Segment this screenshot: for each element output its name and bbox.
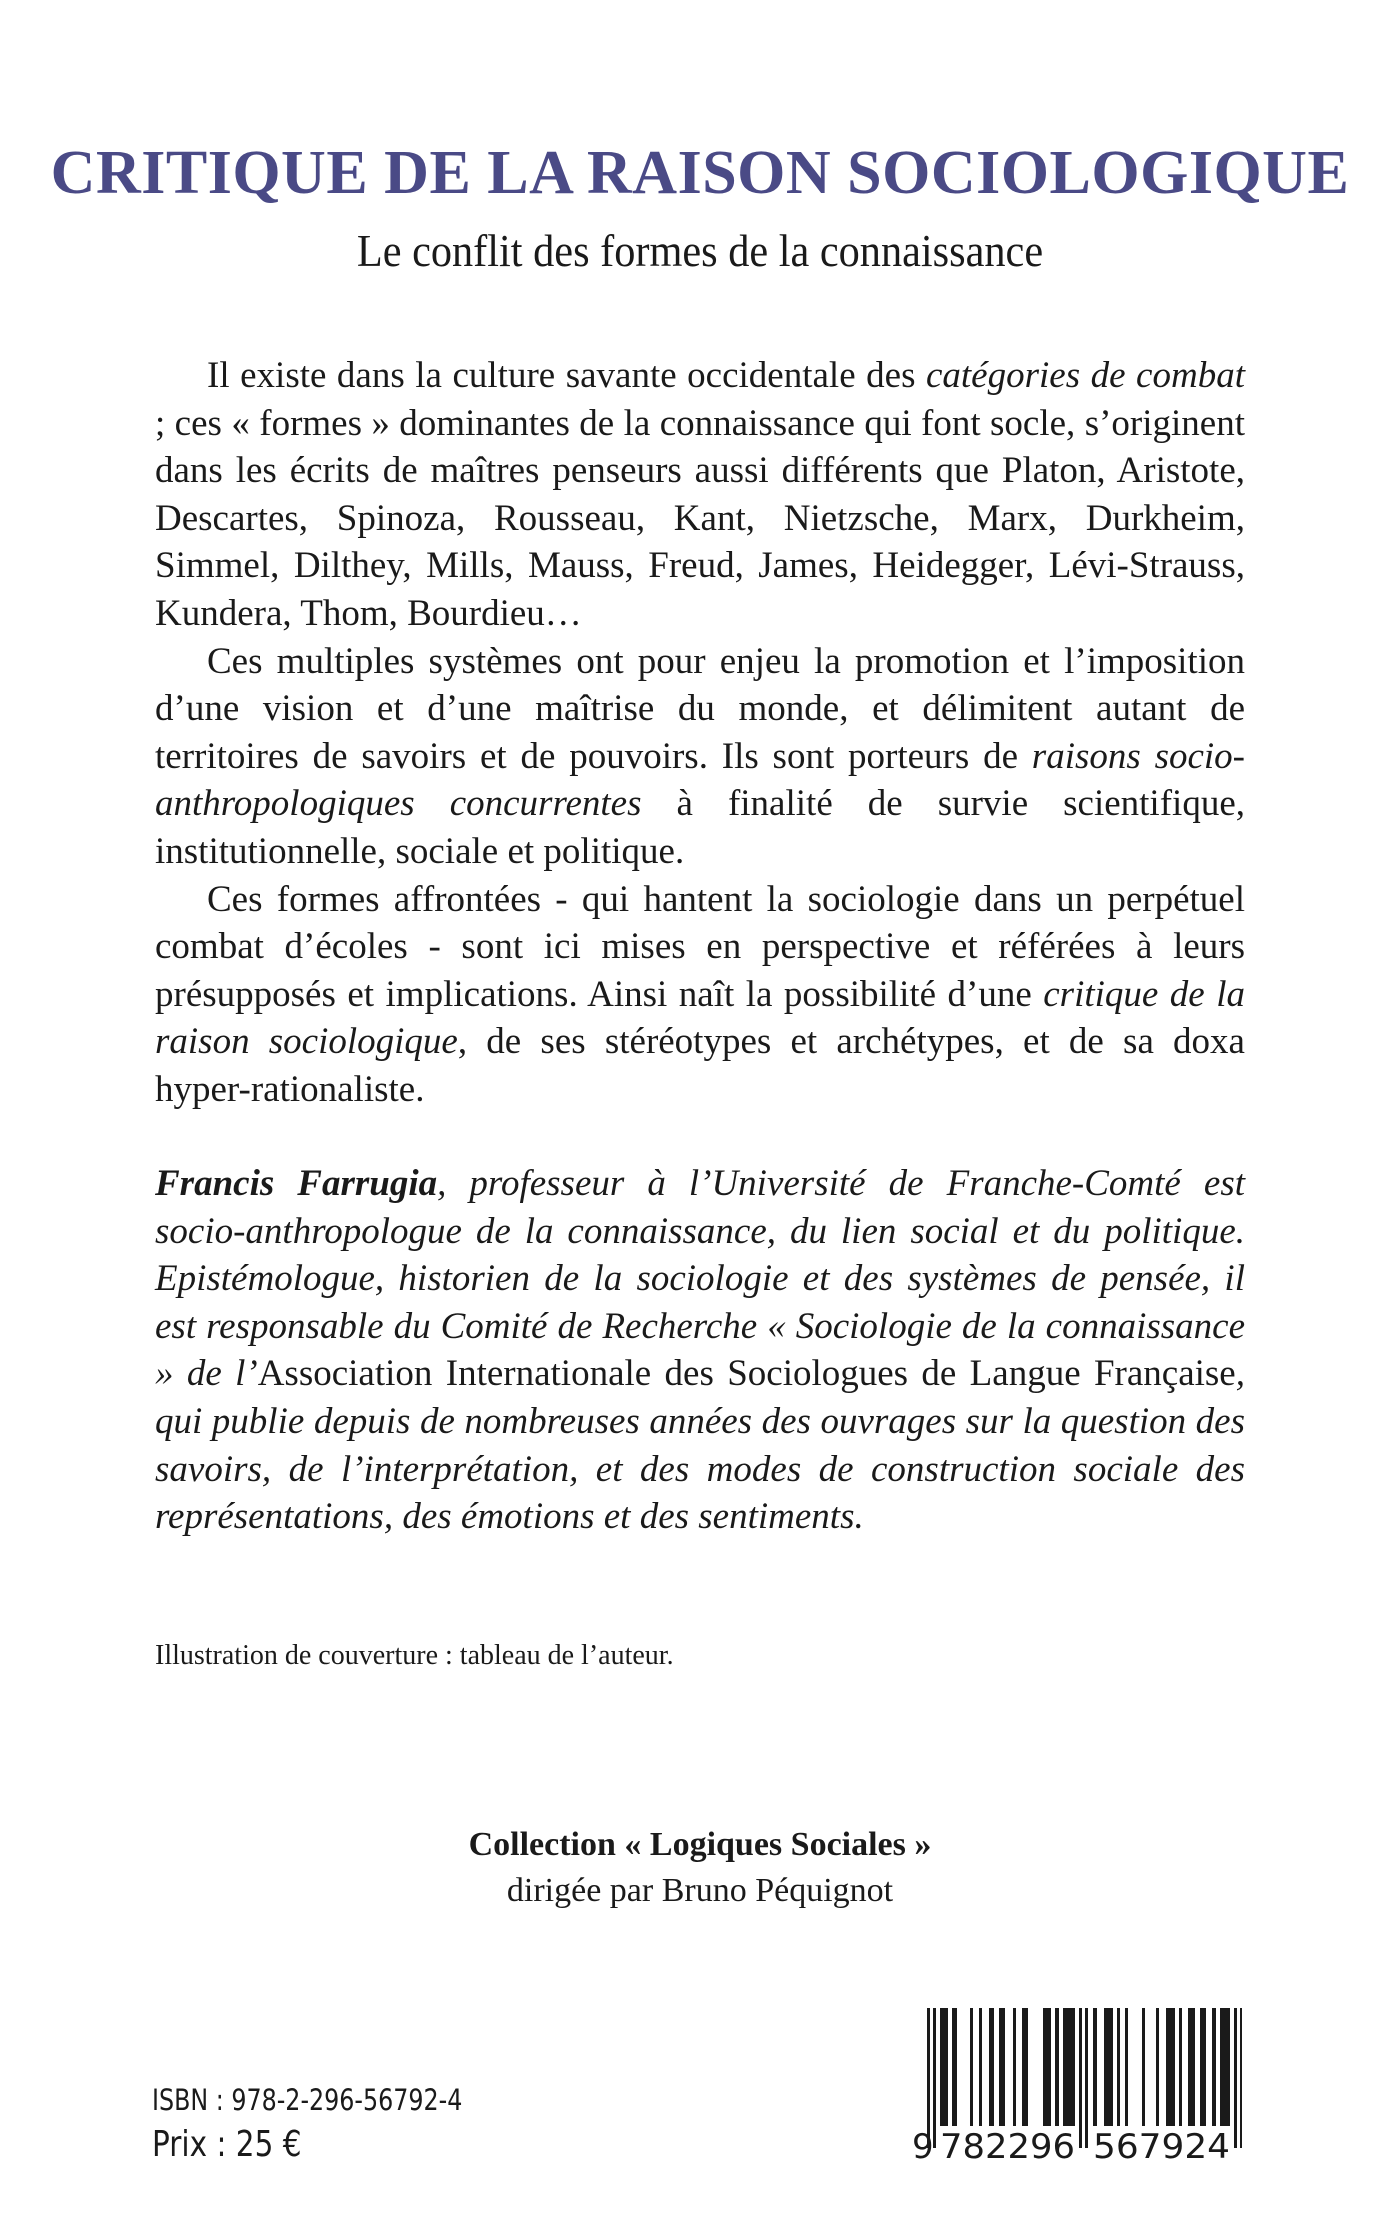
collection-name: Collection « Logiques Sociales » [468,1826,932,1863]
barcode-right-digits: 567924 [1093,2127,1230,2166]
text: à finalité de survie scientifique, institutionnelle, sociale et politique. [155,783,1245,872]
text: , qui publie depuis de nombreuses années des ouvrages sur la question des savoirs, de l’interprétation, et des modes de construction sociale des représentations, des émotions et des sentiments. [155,1353,1245,1538]
author-bio [155,1160,1245,1541]
association-name: Association Internationale des Sociologues de Langue Française [257,1353,1236,1395]
author-name: Francis Farrugia [155,1163,438,1204]
barcode-first-digit: 9 [912,2127,934,2166]
isbn-label: ISBN : 978-2-296-56792-4 [152,2083,463,2117]
blurb-paragraph-2 [155,638,1245,876]
blurb-paragraph-3 [155,876,1245,1114]
barcode-icon [912,2008,1242,2166]
text: Il existe dans la culture savante occidentale des [207,355,926,396]
blurb [155,352,1245,1114]
collection-director: dirigée par Bruno Péquignot [506,1872,894,1909]
cover-illustration-credit: Illustration de couverture : tableau de l’auteur. [155,1640,674,1671]
emphasis: critique de la raison sociologique [155,973,1245,1063]
barcode-left-digits: 782296 [940,2127,1075,2166]
author-bio-paragraph [155,1160,1245,1541]
text: Ces multiples systèmes ont pour enjeu la promotion et l’imposition d’une vision et d’une maîtrise du monde, et délimitent autant de territoires de savoirs et de pouvoirs. Ils sont porteurs de [155,640,1245,777]
book-subtitle: Le conflit des formes de la connaissance [356,225,1044,276]
text: ; ces « formes » dominantes de la connaissance qui font socle, s’originent dans les écrits de maîtres penseurs aussi différents que Platon, Aristote, Descartes, Spinoza, Rousseau, Kant, Nietzsche, Marx, Durkheim, Simmel, Dilthey, Mills, Mauss, Freud, James, Heidegger, Lévi-Strauss, Kundera, Thom, Bourdieu… [155,402,1245,634]
text: , professeur à l’Université de Franche-Comté est socio-anthropologue de la connaissance, du lien social et du politique. Epistémologue, historien de la sociologie et des systèmes de pensée, il est responsable du Comité de Recherche « Sociologie de la connaissance » de l’ [155,1163,1245,1395]
price-label: Prix : 25 € [152,2124,302,2165]
text: , de ses stéréotypes et archétypes, et de sa doxa hyper-rationaliste. [155,1021,1245,1110]
text: Ces formes affrontées - qui hantent la sociologie dans un perpétuel combat d’écoles - sont ici mises en perspective et référées à leurs présupposés et implications. Ainsi naît la possibilité d’une [155,878,1245,1015]
blurb-paragraph-1 [155,352,1245,638]
emphasis: catégories de combat [925,355,1245,396]
emphasis: raisons socio-anthropologiques concurrentes [155,735,1245,825]
book-title: CRITIQUE DE LA RAISON SOCIOLOGIQUE [50,139,1350,207]
